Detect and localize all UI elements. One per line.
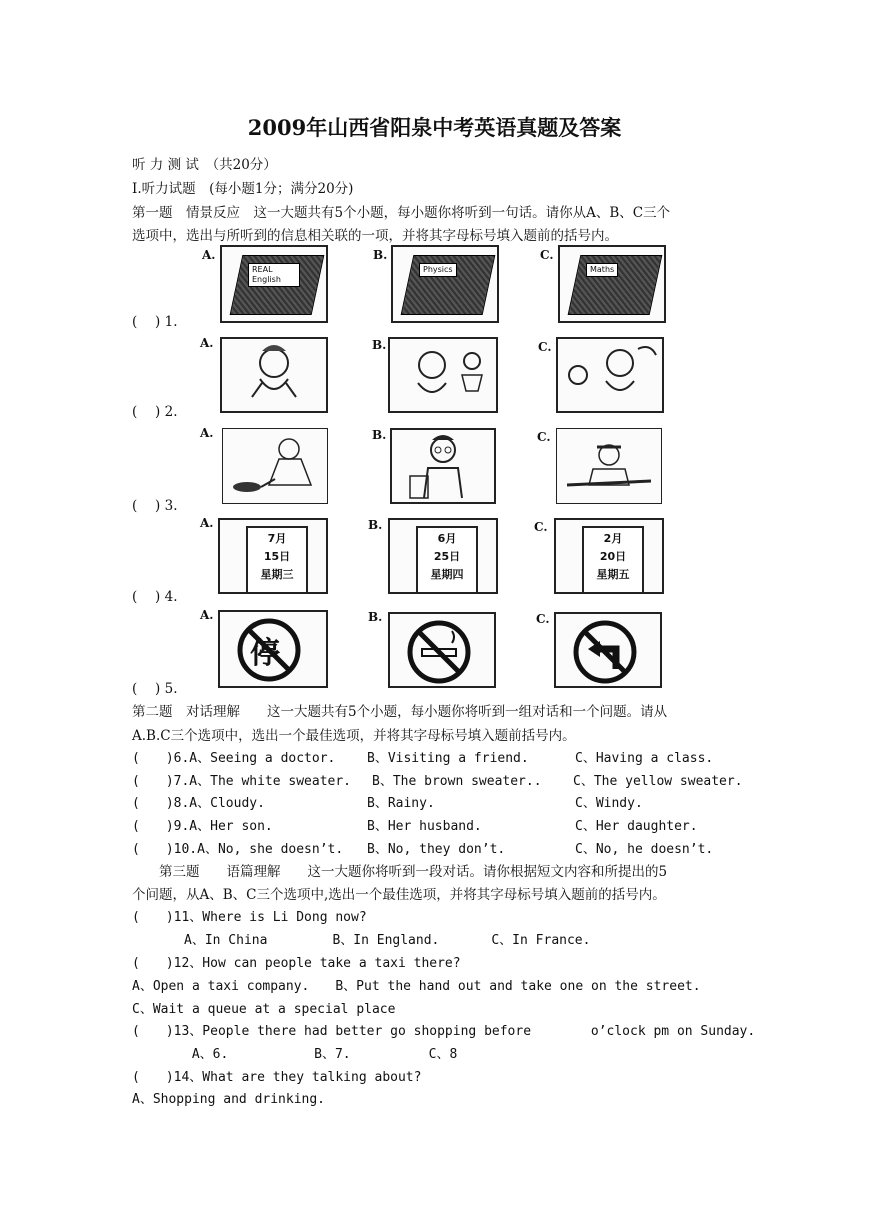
q3-option-a-cook-image — [222, 428, 328, 504]
question-5-label: ( ) 5. — [132, 681, 178, 697]
question-3-label: ( ) 3. — [132, 498, 178, 514]
calendar-day: 15日 — [263, 550, 291, 563]
question-1-label: ( ) 1. — [132, 314, 178, 330]
question-8-b: B、Rainy. — [367, 796, 435, 811]
question-7-a: ( )7.A、The white sweater. — [132, 774, 352, 789]
question-14-option-a: A、Shopping and drinking. — [132, 1092, 326, 1107]
book-title-label: REAL English — [248, 263, 300, 287]
question-9-a: ( )9.A、Her son. — [132, 819, 273, 834]
question-13: ( )13、People there had better go shopping before o’clock pm on Sunday. — [132, 1024, 756, 1039]
q2-option-c-mascot-football-image — [556, 337, 664, 413]
q5-option-c-no-left-turn-sign — [554, 612, 662, 688]
q1-option-a-book-image — [220, 245, 328, 323]
calendar-weekday: 星期四 — [430, 568, 464, 581]
section-subheading: Ⅰ.听力试题 (每小题1分；满分20分) — [132, 181, 354, 197]
question-6-c: C、Having a class. — [575, 751, 714, 766]
q1-option-a-letter: A. — [202, 248, 216, 262]
q3-option-b-letter: B. — [372, 428, 387, 442]
question-7-c: C、The yellow sweater. — [573, 774, 743, 789]
page-title: 2009年山西省阳泉中考英语真题及答案 — [247, 115, 622, 140]
question-7-b: B、The brown sweater.. — [372, 774, 542, 789]
q4-option-a-calendar — [218, 518, 328, 594]
q4-option-b-calendar — [388, 518, 498, 594]
question-6-a: ( )6.A、Seeing a doctor. — [132, 751, 336, 766]
sign-character: 停 — [250, 636, 280, 671]
question-14: ( )14、What are they talking about? — [132, 1070, 422, 1085]
q5-option-a-no-parking-sign — [218, 610, 328, 688]
q1-option-b-letter: B. — [373, 248, 388, 262]
question-8-a: ( )8.A、Cloudy. — [132, 796, 265, 811]
question-8-c: C、Windy. — [575, 796, 643, 811]
q5-option-b-no-smoking-sign — [388, 612, 496, 688]
q5-option-c-letter: C. — [536, 612, 550, 626]
question-10-c: C、No, he doesn’t. — [575, 842, 714, 857]
q2-option-a-mascot-image — [220, 337, 328, 413]
question-6-b: B、Visiting a friend. — [367, 751, 529, 766]
question-9-c: C、Her daughter. — [575, 819, 698, 834]
q5-option-a-letter: A. — [200, 608, 214, 622]
part2-instructions-cont: A.B.C三个选项中，选出一个最佳选项，并将其字母标号填入题前括号内。 — [132, 728, 576, 744]
question-9-b: B、Her husband. — [367, 819, 482, 834]
q2-option-a-letter: A. — [200, 336, 214, 350]
q2-option-b-mascot-basketball-image — [388, 337, 498, 413]
q4-option-b-letter: B. — [368, 518, 383, 532]
q1-option-c-letter: C. — [540, 248, 554, 262]
question-4-label: ( ) 4. — [132, 589, 178, 605]
section-heading: 听 力 测 试 （共20分） — [132, 157, 277, 173]
book-title-label: Maths — [586, 263, 618, 277]
q4-option-c-letter: C. — [534, 520, 548, 534]
calendar-day: 20日 — [599, 550, 627, 563]
question-11: ( )11、Where is Li Dong now? — [132, 910, 367, 925]
q1-option-b-book-image — [391, 245, 499, 323]
question-12: ( )12、How can people take a taxi there? — [132, 956, 461, 971]
part1-instructions-cont: 选项中，选出与所听到的信息相关联的一项，并将其字母标号填入题前的括号内。 — [132, 228, 618, 244]
q3-option-b-teacher-image — [390, 428, 496, 504]
q3-option-a-letter: A. — [200, 426, 214, 440]
part2-instructions: 第二题 对话理解 这一大题共有5个小题，每小题你将听到一组对话和一个问题。请从 — [132, 704, 668, 720]
q5-option-b-letter: B. — [368, 610, 383, 624]
question-11-options: A、In China B、In England. C、In France. — [132, 933, 591, 948]
question-13-options: A、6. B、7. C、8 — [132, 1047, 458, 1062]
part3-instructions: 第三题 语篇理解 这一大题你将听到一段对话。请你根据短文内容和所提出的5 — [132, 864, 668, 880]
calendar-month: 2月 — [603, 532, 623, 545]
q2-option-b-letter: B. — [372, 338, 387, 352]
question-10-a: ( )10.A、No, she doesn’t. — [132, 842, 344, 857]
q2-option-c-letter: C. — [538, 340, 552, 354]
question-10-b: B、No, they don’t. — [367, 842, 506, 857]
calendar-month: 7月 — [267, 532, 287, 545]
question-12-options-ab: A、Open a taxi company. B、Put the hand out and take one on the street. — [132, 979, 701, 994]
part3-instructions-cont: 个问题，从A、B、C三个选项中,选出一个最佳选项，并将其字母标号填入题前的括号内。 — [132, 887, 666, 903]
question-2-label: ( ) 2. — [132, 404, 178, 420]
calendar-day: 25日 — [433, 550, 461, 563]
q3-option-c-letter: C. — [537, 430, 551, 444]
q3-option-c-driver-image — [556, 428, 662, 504]
book-title-label: Physics — [419, 263, 457, 277]
calendar-month: 6月 — [437, 532, 457, 545]
q4-option-c-calendar — [554, 518, 664, 594]
part1-instructions: 第一题 情景反应 这一大题共有5个小题，每小题你将听到一句话。请你从A、B、C三个 — [132, 205, 671, 221]
calendar-weekday: 星期三 — [260, 568, 294, 581]
q4-option-a-letter: A. — [200, 516, 214, 530]
calendar-weekday: 星期五 — [596, 568, 630, 581]
question-12-option-c: C、Wait a queue at a special place — [132, 1002, 396, 1017]
q1-option-c-book-image — [558, 245, 666, 323]
